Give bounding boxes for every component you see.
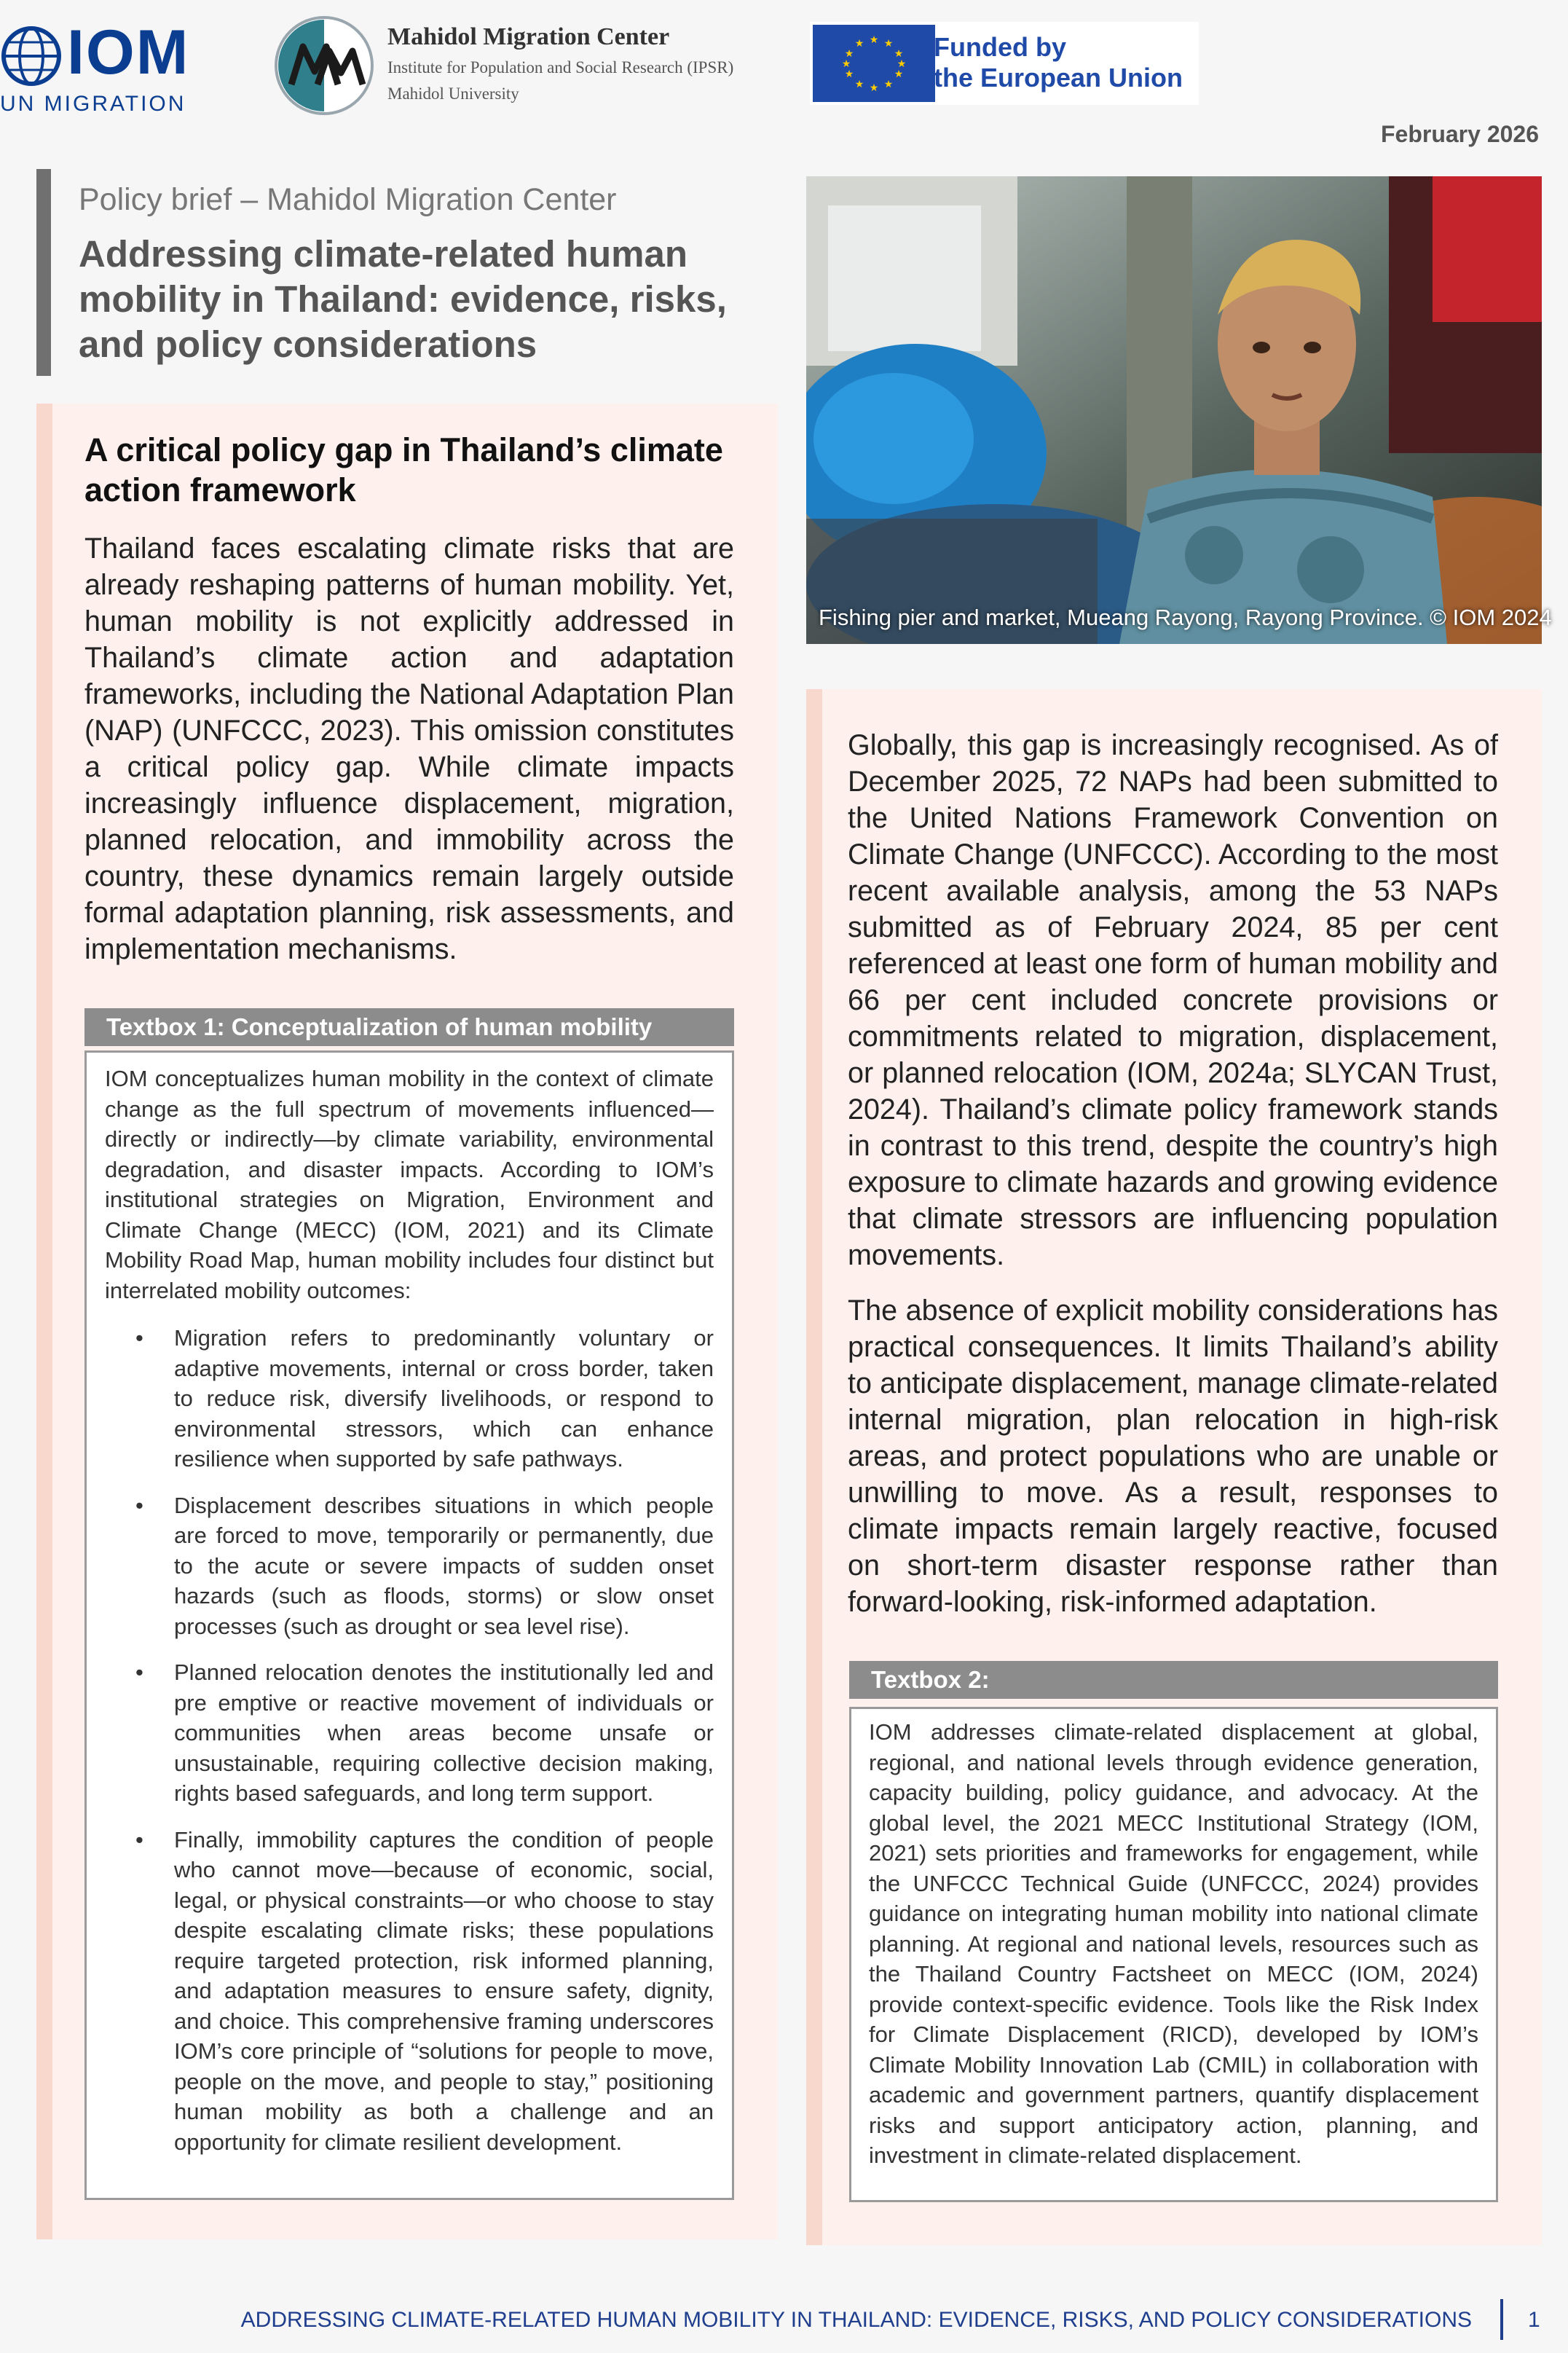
- document-kicker: Policy brief – Mahidol Migration Center: [79, 182, 617, 217]
- mahidol-migration-center-logo: [271, 15, 766, 117]
- title-accent-bar: [36, 169, 51, 376]
- svg-text:★: ★: [883, 38, 894, 50]
- eu-funding-text: [934, 32, 1183, 93]
- svg-text:★: ★: [841, 58, 851, 70]
- iom-tagline: UN MIGRATION: [0, 92, 186, 116]
- svg-text:★: ★: [854, 79, 864, 90]
- svg-text:★: ★: [894, 68, 904, 80]
- list-item: [105, 1323, 714, 1474]
- svg-text:★: ★: [897, 58, 907, 70]
- mmc-title: Mahidol Migration Center: [387, 23, 670, 50]
- list-item-text: Migration refers to predominantly voluntary or adaptive movements, internal or cross border, taken to reduce risk, diversify livelihoods, or respond to environmental stressors, which can enhance resilience when supported by safe pathways.: [174, 1325, 714, 1472]
- section-body-text: Thailand faces escalating climate risks that are already reshaping patterns of human mobility. Yet, human mobility is not explicitly addressed in Thailand’s climate action and adaptation frameworks, including the National Adaptation Plan (NAP) (UNFCCC, 2023). This omission constitutes a critical policy gap. While climate impacts increasingly influence displacement, migration, planned relocation, and immobility across the country, these dynamics remain largely outside formal adaptation planning, risk assessments, and implementation mechanisms.: [84, 533, 734, 965]
- textbox2-heading: Textbox 2:: [849, 1661, 1498, 1699]
- bullet-icon: •: [135, 1659, 143, 1685]
- eu-funding-line2: the European Union: [934, 63, 1183, 93]
- list-item-text: Planned relocation denotes the institutionally led and pre emptive or reactive movement of individuals or communities when areas become unsafe or unsustainable, requiring collective decision making, rights based safeguards, and long term support.: [174, 1659, 714, 1806]
- iom-wordmark: IOM: [67, 17, 190, 87]
- textbox2-body: IOM addresses climate-related displacement at global, regional, and national levels through evidence generation, capacity building, policy guidance, and advocacy. At the global level, the 2021 MECC Institutional Strategy (IOM, 2021) sets priorities and frameworks for engagement, while the UNFCCC Technical Guide (UNFCCC, 2024) provides guidance on integrating human mobility into national climate planning. At regional and national levels, resources such as the Thailand Country Factsheet on MECC (IOM, 2024) provide context-specific evidence. Tools like the Risk Index for Climate Displacement (RICD), developed by IOM’s Climate Mobility Innovation Lab (CMIL) in collaboration with academic and government partners, quantify displacement risks and support anticipatory action, planning, and investment in climate-related displacement.: [869, 1719, 1478, 2168]
- bullet-icon: •: [135, 1325, 143, 1351]
- photo-illustration: [806, 176, 1542, 644]
- publication-date: February 2026: [1380, 121, 1539, 147]
- bullet-icon: •: [135, 1826, 143, 1853]
- eu-funding-logo: [810, 22, 1199, 105]
- right-panel-accent-bar: [806, 689, 822, 2245]
- svg-text:★: ★: [869, 82, 879, 94]
- right-body-text: [848, 727, 1498, 1639]
- svg-text:★: ★: [883, 79, 894, 90]
- list-item-text: Displacement describes situations in which people are forced to move, temporarily or permanently, due to the acute or severe impacts of sudden onset hazards (such as floods, storms) or slow onset processes (such as drought or sea level rise).: [174, 1492, 714, 1639]
- fisherman-photo: [806, 176, 1542, 644]
- svg-text:★: ★: [894, 48, 904, 60]
- list-item-text: Finally, immobility captures the condition of people who cannot move—because of economic, social, legal, or physical constraints—or who choose to stay despite escalating climate risks; these populations require targeted protection, risk informed planning, and adaptation measures to ensure safety, dignity, and choice. This comprehensive framing underscores IOM’s core principle of “solutions for people to move, people on the move, and people to stay,” positioning human mobility as both a challenge and an opportunity for climate resilient development.: [174, 1826, 714, 2155]
- list-item: [105, 1825, 714, 2158]
- svg-text:★: ★: [844, 48, 854, 60]
- photo-caption: Fishing pier and market, Mueang Rayong, Rayong Province. © IOM 2024: [819, 605, 1552, 630]
- mmc-institute: Institute for Population and Social Research (IPSR): [387, 58, 734, 76]
- svg-text:★: ★: [844, 68, 854, 80]
- footer-divider: [1500, 2299, 1503, 2340]
- iom-logo: [0, 17, 211, 116]
- svg-text:★: ★: [854, 38, 864, 50]
- left-panel-accent-bar: [36, 404, 52, 2239]
- list-item: [105, 1657, 714, 1809]
- svg-text:★: ★: [869, 34, 879, 46]
- page-number: 1: [1528, 2308, 1540, 2332]
- eu-funding-line1: Funded by: [934, 32, 1066, 62]
- textbox1-mobility-list: [105, 1323, 714, 2173]
- bullet-icon: •: [135, 1492, 143, 1518]
- textbox1-intro: IOM conceptualizes human mobility in the context of climate change as the full spectrum of movements influenced—directly or indirectly—by climate variability, environmental degradation, and disaster impacts. According to IOM’s institutional strategies on Migration, Environment and Climate Change (MECC) (IOM, 2021) and its Climate Mobility Road Map, human mobility includes four distinct but interrelated mobility outcomes:: [105, 1066, 714, 1303]
- textbox1-heading: Textbox 1: Conceptualization of human mobility: [84, 1008, 734, 1046]
- paragraph-global-context: Globally, this gap is increasingly recognised. As of December 2025, 72 NAPs had been submitted to the United Nations Framework Convention on Climate Change (UNFCCC). According to the most recent available analysis, among the 53 NAPs submitted as of February 2024, 85 per cent referenced at least one form of human mobility and 66 per cent included concrete provisions or commitments related to migration, displacement, or planned relocation (IOM, 2024a; SLYCAN Trust, 2024). Thailand’s climate policy framework stands in contrast to this trend, despite the country’s high exposure to climate hazards and growing evidence that climate stressors are influencing population movements.: [848, 729, 1498, 1271]
- mmc-university: Mahidol University: [387, 85, 519, 103]
- footer-running-title: ADDRESSING CLIMATE-RELATED HUMAN MOBILITY IN THAILAND: EVIDENCE, RISKS, AND POLICY CONSIDERATIONS: [240, 2308, 1472, 2332]
- section-heading: A critical policy gap in Thailand’s climate action framework: [84, 431, 723, 508]
- iom-globe-icon: [0, 25, 63, 87]
- mmc-emblem-icon: [271, 15, 377, 117]
- document-title: Addressing climate-related human mobility in Thailand: evidence, risks, and policy considerations: [79, 233, 727, 365]
- paragraph-consequences: The absence of explicit mobility considerations has practical consequences. It limits Thailand’s ability to anticipate displacement, manage climate-related internal migration, plan relocation in high-risk areas, and protect populations who are unable or unwilling to move. As a result, responses to climate impacts remain largely reactive, focused on short-term disaster response rather than forward-looking, risk-informed adaptation.: [848, 1295, 1498, 1618]
- list-item: [105, 1490, 714, 1642]
- eu-flag-icon: [813, 25, 935, 102]
